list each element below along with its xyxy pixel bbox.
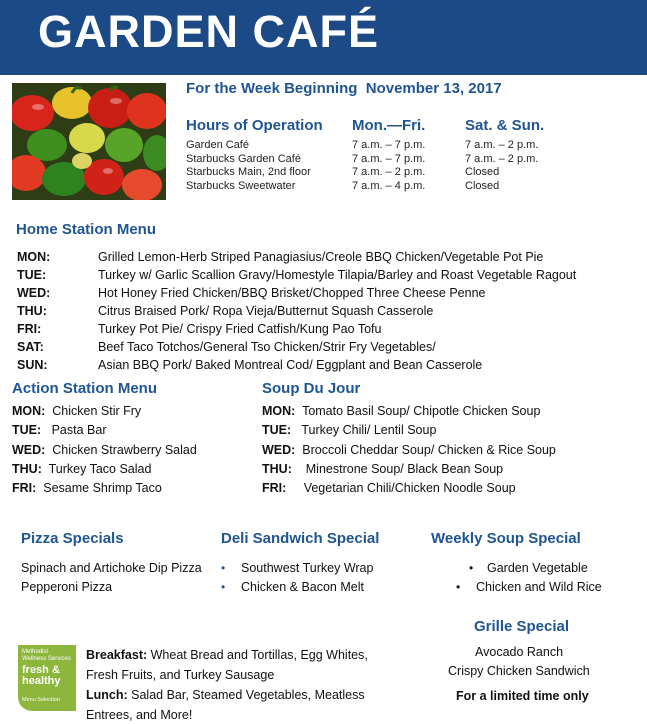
action-day: WED: <box>12 443 46 457</box>
home-day: THU: <box>17 304 47 318</box>
soup-menu-item: Minestrone Soup/ Black Bean Soup <box>305 462 504 476</box>
hours-weekend-list <box>465 139 538 193</box>
home-menu-item: Asian BBQ Pork/ Baked Montreal Cod/ Eggplant and Bean Casserole <box>98 358 483 372</box>
soup-day: FRI: <box>262 481 287 495</box>
action-menu-item: Turkey Taco Salad <box>48 462 152 476</box>
hours-weekend-header: Sat. & Sun. <box>465 117 545 134</box>
soup-du-jour-title: Soup Du Jour <box>262 380 361 397</box>
bullet-icon: • <box>456 580 461 594</box>
action-row <box>12 462 151 476</box>
hours-weekday: 7 a.m. – 7 p.m. <box>352 152 426 165</box>
hours-location-list <box>186 139 311 193</box>
hours-weekend: 7 a.m. – 2 p.m. <box>465 152 539 165</box>
deli-item: Southwest Turkey Wrap <box>241 561 374 575</box>
grille-note: For a limited time only <box>456 689 589 703</box>
lunch-text: Salad Bar, Steamed Vegetables, Meatless <box>127 688 365 702</box>
home-day: TUE: <box>17 268 47 282</box>
action-row <box>12 481 162 495</box>
soup-menu-item: Tomato Basil Soup/ Chipotle Chicken Soup <box>302 404 541 418</box>
week-date: November 13, 2017 <box>365 80 502 97</box>
weekly-soup-title: Weekly Soup Special <box>431 530 581 547</box>
home-day: MON: <box>17 250 51 264</box>
action-day: TUE: <box>12 423 42 437</box>
action-menu-item: Chicken Stir Fry <box>52 404 142 418</box>
soup-menu-item: Broccoli Cheddar Soup/ Chicken & Rice Soup <box>302 443 556 457</box>
home-menu-item: Turkey Pot Pie/ Crispy Fried Catfish/Kung Pao Tofu <box>98 322 382 336</box>
home-day: SUN: <box>17 358 48 372</box>
deli-item: Chicken & Bacon Melt <box>241 580 364 594</box>
hours-weekday: 7 a.m. – 4 p.m. <box>352 179 426 192</box>
action-day: THU: <box>12 462 42 476</box>
home-day: WED: <box>17 286 51 300</box>
soup-row <box>262 404 540 418</box>
action-day: MON: <box>12 404 46 418</box>
header-banner <box>0 0 647 75</box>
deli-special-title: Deli Sandwich Special <box>221 530 380 547</box>
hours-location: Starbucks Garden Café <box>186 152 301 165</box>
lunch-label: Lunch: <box>86 688 128 702</box>
weekly-soup-item: Garden Vegetable <box>487 561 588 575</box>
hours-title: Hours of Operation <box>186 117 323 134</box>
breakfast-paragraph <box>86 645 386 685</box>
lunch-paragraph <box>86 685 386 724</box>
soup-day: WED: <box>262 443 296 457</box>
hours-weekday-list <box>352 139 425 193</box>
hours-weekend: Closed <box>465 166 500 178</box>
weekly-soup-item: Chicken and Wild Rice <box>476 580 602 594</box>
soup-day: MON: <box>262 404 296 418</box>
home-menu-item: Grilled Lemon-Herb Striped Panagiasius/Creole BBQ Chicken/Vegetable Pot Pie <box>98 250 544 264</box>
soup-day: TUE: <box>262 423 292 437</box>
home-menu-item: Turkey w/ Garlic Scallion Gravy/Homestyle Tilapia/Barley and Roast Vegetable Ragout <box>98 268 577 282</box>
pizza-item: Spinach and Artichoke Dip Pizza <box>21 561 202 575</box>
pizza-item: Pepperoni Pizza <box>21 580 113 594</box>
week-line <box>186 80 502 97</box>
action-day: FRI: <box>12 481 37 495</box>
hours-weekend: 7 a.m. – 2 p.m. <box>465 139 539 151</box>
week-label: For the Week Beginning <box>186 80 358 97</box>
hours-weekday: 7 a.m. – 7 p.m. <box>352 139 426 151</box>
soup-row <box>262 423 436 437</box>
soup-row <box>262 443 556 457</box>
hours-location: Starbucks Main, 2nd floor <box>186 166 311 178</box>
breakfast-text: Fresh Fruits, and Turkey Sausage <box>86 668 275 682</box>
logo-subtitle: Menu Selection <box>22 697 60 703</box>
bullet-icon: • <box>221 561 226 575</box>
soup-row <box>262 481 516 495</box>
peppers-photo <box>12 83 166 200</box>
action-menu-item: Sesame Shrimp Taco <box>43 481 162 495</box>
grille-item: Avocado Ranch <box>475 645 564 659</box>
soup-menu-item: Turkey Chili/ Lentil Soup <box>301 423 437 437</box>
home-station-title: Home Station Menu <box>16 221 157 238</box>
hours-location: Starbucks Sweetwater <box>186 179 296 192</box>
action-row <box>12 404 141 418</box>
lunch-text: Entrees, and More! <box>86 708 193 722</box>
action-row <box>12 443 197 457</box>
breakfast-label: Breakfast: <box>86 648 148 662</box>
hours-weekday-header: Mon.—Fri. <box>352 117 426 134</box>
home-day: SAT: <box>17 340 44 354</box>
hours-weekday: 7 a.m. – 2 p.m. <box>352 166 426 178</box>
action-menu-item: Pasta Bar <box>51 423 107 437</box>
peppers-image <box>12 83 166 200</box>
home-day: FRI: <box>17 322 42 336</box>
soup-menu-item: Vegetarian Chili/Chicken Noodle Soup <box>303 481 516 495</box>
soup-row <box>262 462 503 476</box>
hours-weekend: Closed <box>465 179 500 192</box>
fresh-healthy-logo <box>18 645 76 711</box>
grille-item: Crispy Chicken Sandwich <box>448 664 590 678</box>
soup-day: THU: <box>262 462 292 476</box>
home-menu-item: Beef Taco Totchos/General Tso Chicken/Strir Fry Vegetables/ <box>98 340 436 354</box>
breakfast-text: Wheat Bread and Tortillas, Egg Whites, <box>147 648 368 662</box>
action-row <box>12 423 106 437</box>
pizza-specials-title: Pizza Specials <box>21 530 124 547</box>
home-menu-item: Hot Honey Fried Chicken/BBQ Brisket/Chopped Three Cheese Penne <box>98 286 486 300</box>
grille-special-title: Grille Special <box>474 618 570 635</box>
page-title: GARDEN CAFÉ <box>38 6 380 57</box>
bullet-icon: • <box>469 561 474 575</box>
home-menu-item: Citrus Braised Pork/ Ropa Vieja/Butternut Squash Casserole <box>98 304 434 318</box>
action-station-title: Action Station Menu <box>12 380 157 397</box>
bullet-icon: • <box>221 580 226 594</box>
hours-location: Garden Café <box>186 139 249 151</box>
action-menu-item: Chicken Strawberry Salad <box>52 443 197 457</box>
logo-org: Methodist Wellness Services <box>22 649 71 662</box>
logo-title: fresh & healthy <box>22 664 61 687</box>
